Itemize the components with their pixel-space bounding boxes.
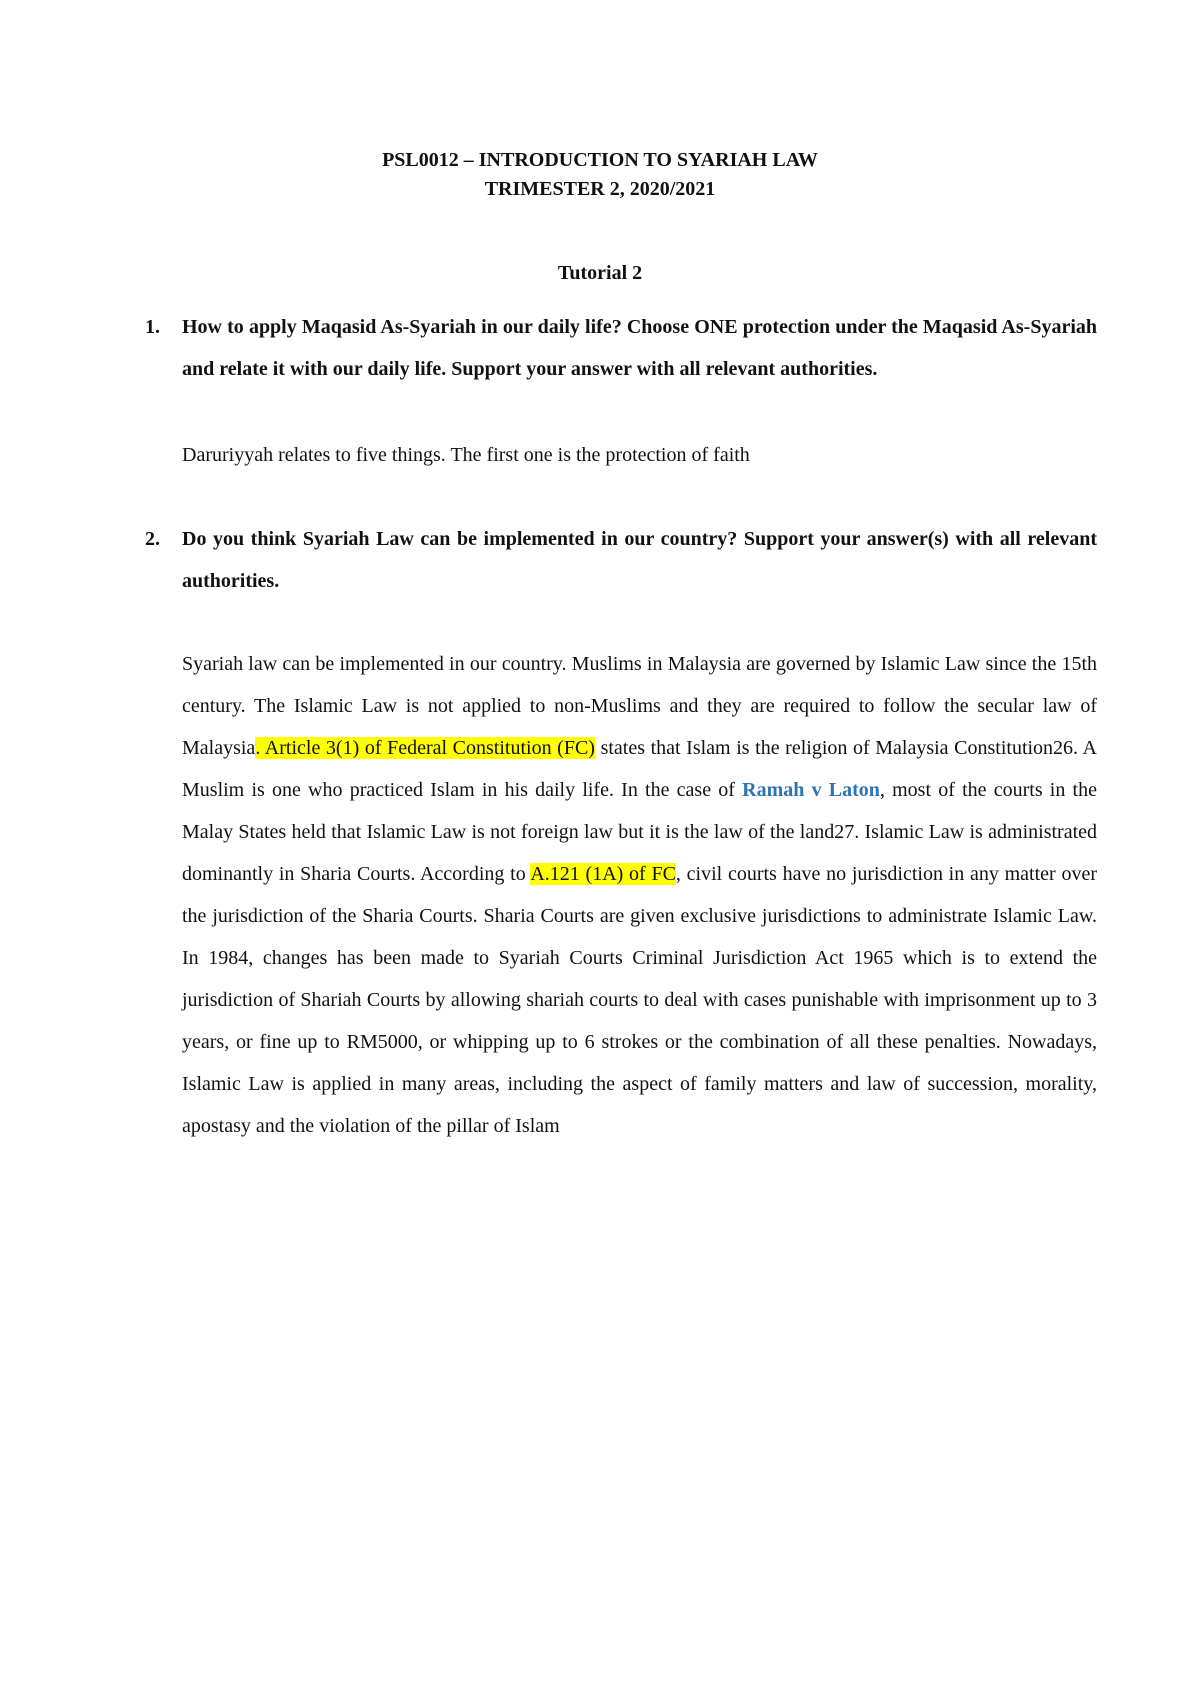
question-2-number: 2. (145, 528, 160, 550)
answer-2-paragraph (182, 643, 1097, 1147)
course-title: PSL0012 – INTRODUCTION TO SYARIAH LAW (382, 149, 818, 171)
case-name-ramah-v-laton: Ramah v Laton (742, 779, 880, 801)
answer-2-part-7: , civil courts have no jurisdiction in any matter over the jurisdiction of the Sharia Courts. Sharia Courts are given exclusive jurisdictions to administrate Islamic Law. In 1984, changes has been made to Syariah Courts Criminal Jurisdiction Act 1965 which is to extend the jurisdiction of Shariah Courts by allowing shariah courts to deal with cases punishable with imprisonment up to 3 years, or fine up to RM5000, or whipping up to 6 strokes or the combination of all these penalties. Nowadays, Islamic Law is applied in many areas, including the aspect of family matters and law of succession, morality, apostasy and the violation of the pillar of Islam (182, 863, 1097, 1137)
question-1-number: 1. (145, 316, 160, 338)
trimester-label: TRIMESTER 2, 2020/2021 (484, 178, 716, 200)
tutorial-title: Tutorial 2 (557, 262, 643, 284)
answer-2-part-5: , most of the courts in the Malay States held that Islamic Law is not foreign law but it is the law of the land27. Islamic Law is administrated dominantly in Sharia Courts. According to (182, 779, 1097, 885)
answer-2-part-3: states that Islam is the religion of Malaysia Constitution26. A Muslim is one who practiced Islam in his daily life. In the case of (182, 737, 1097, 801)
answer-2-part-1: Syariah law can be implemented in our country. Muslims in Malaysia are governed by Islamic Law since the 15th century. The Islamic Law is not applied to non-Muslims and they are required to follow the secular law of Malaysia (182, 653, 1097, 759)
highlight-article-121-1a: A.121 (1A) of FC (530, 863, 676, 885)
answer-1-text: Daruriyyah relates to five things. The first one is the protection of faith (182, 444, 750, 466)
question-1-text: How to apply Maqasid As-Syariah in our daily life? Choose ONE protection under the Maqasid As-Syariah and relate it with our daily life. Support your answer with all relevant authorities. (182, 316, 1097, 380)
question-2-text: Do you think Syariah Law can be implemented in our country? Support your answer(s) with all relevant authorities. (182, 528, 1097, 592)
highlight-article-3-1: . Article 3(1) of Federal Constitution (FC) (255, 737, 595, 759)
